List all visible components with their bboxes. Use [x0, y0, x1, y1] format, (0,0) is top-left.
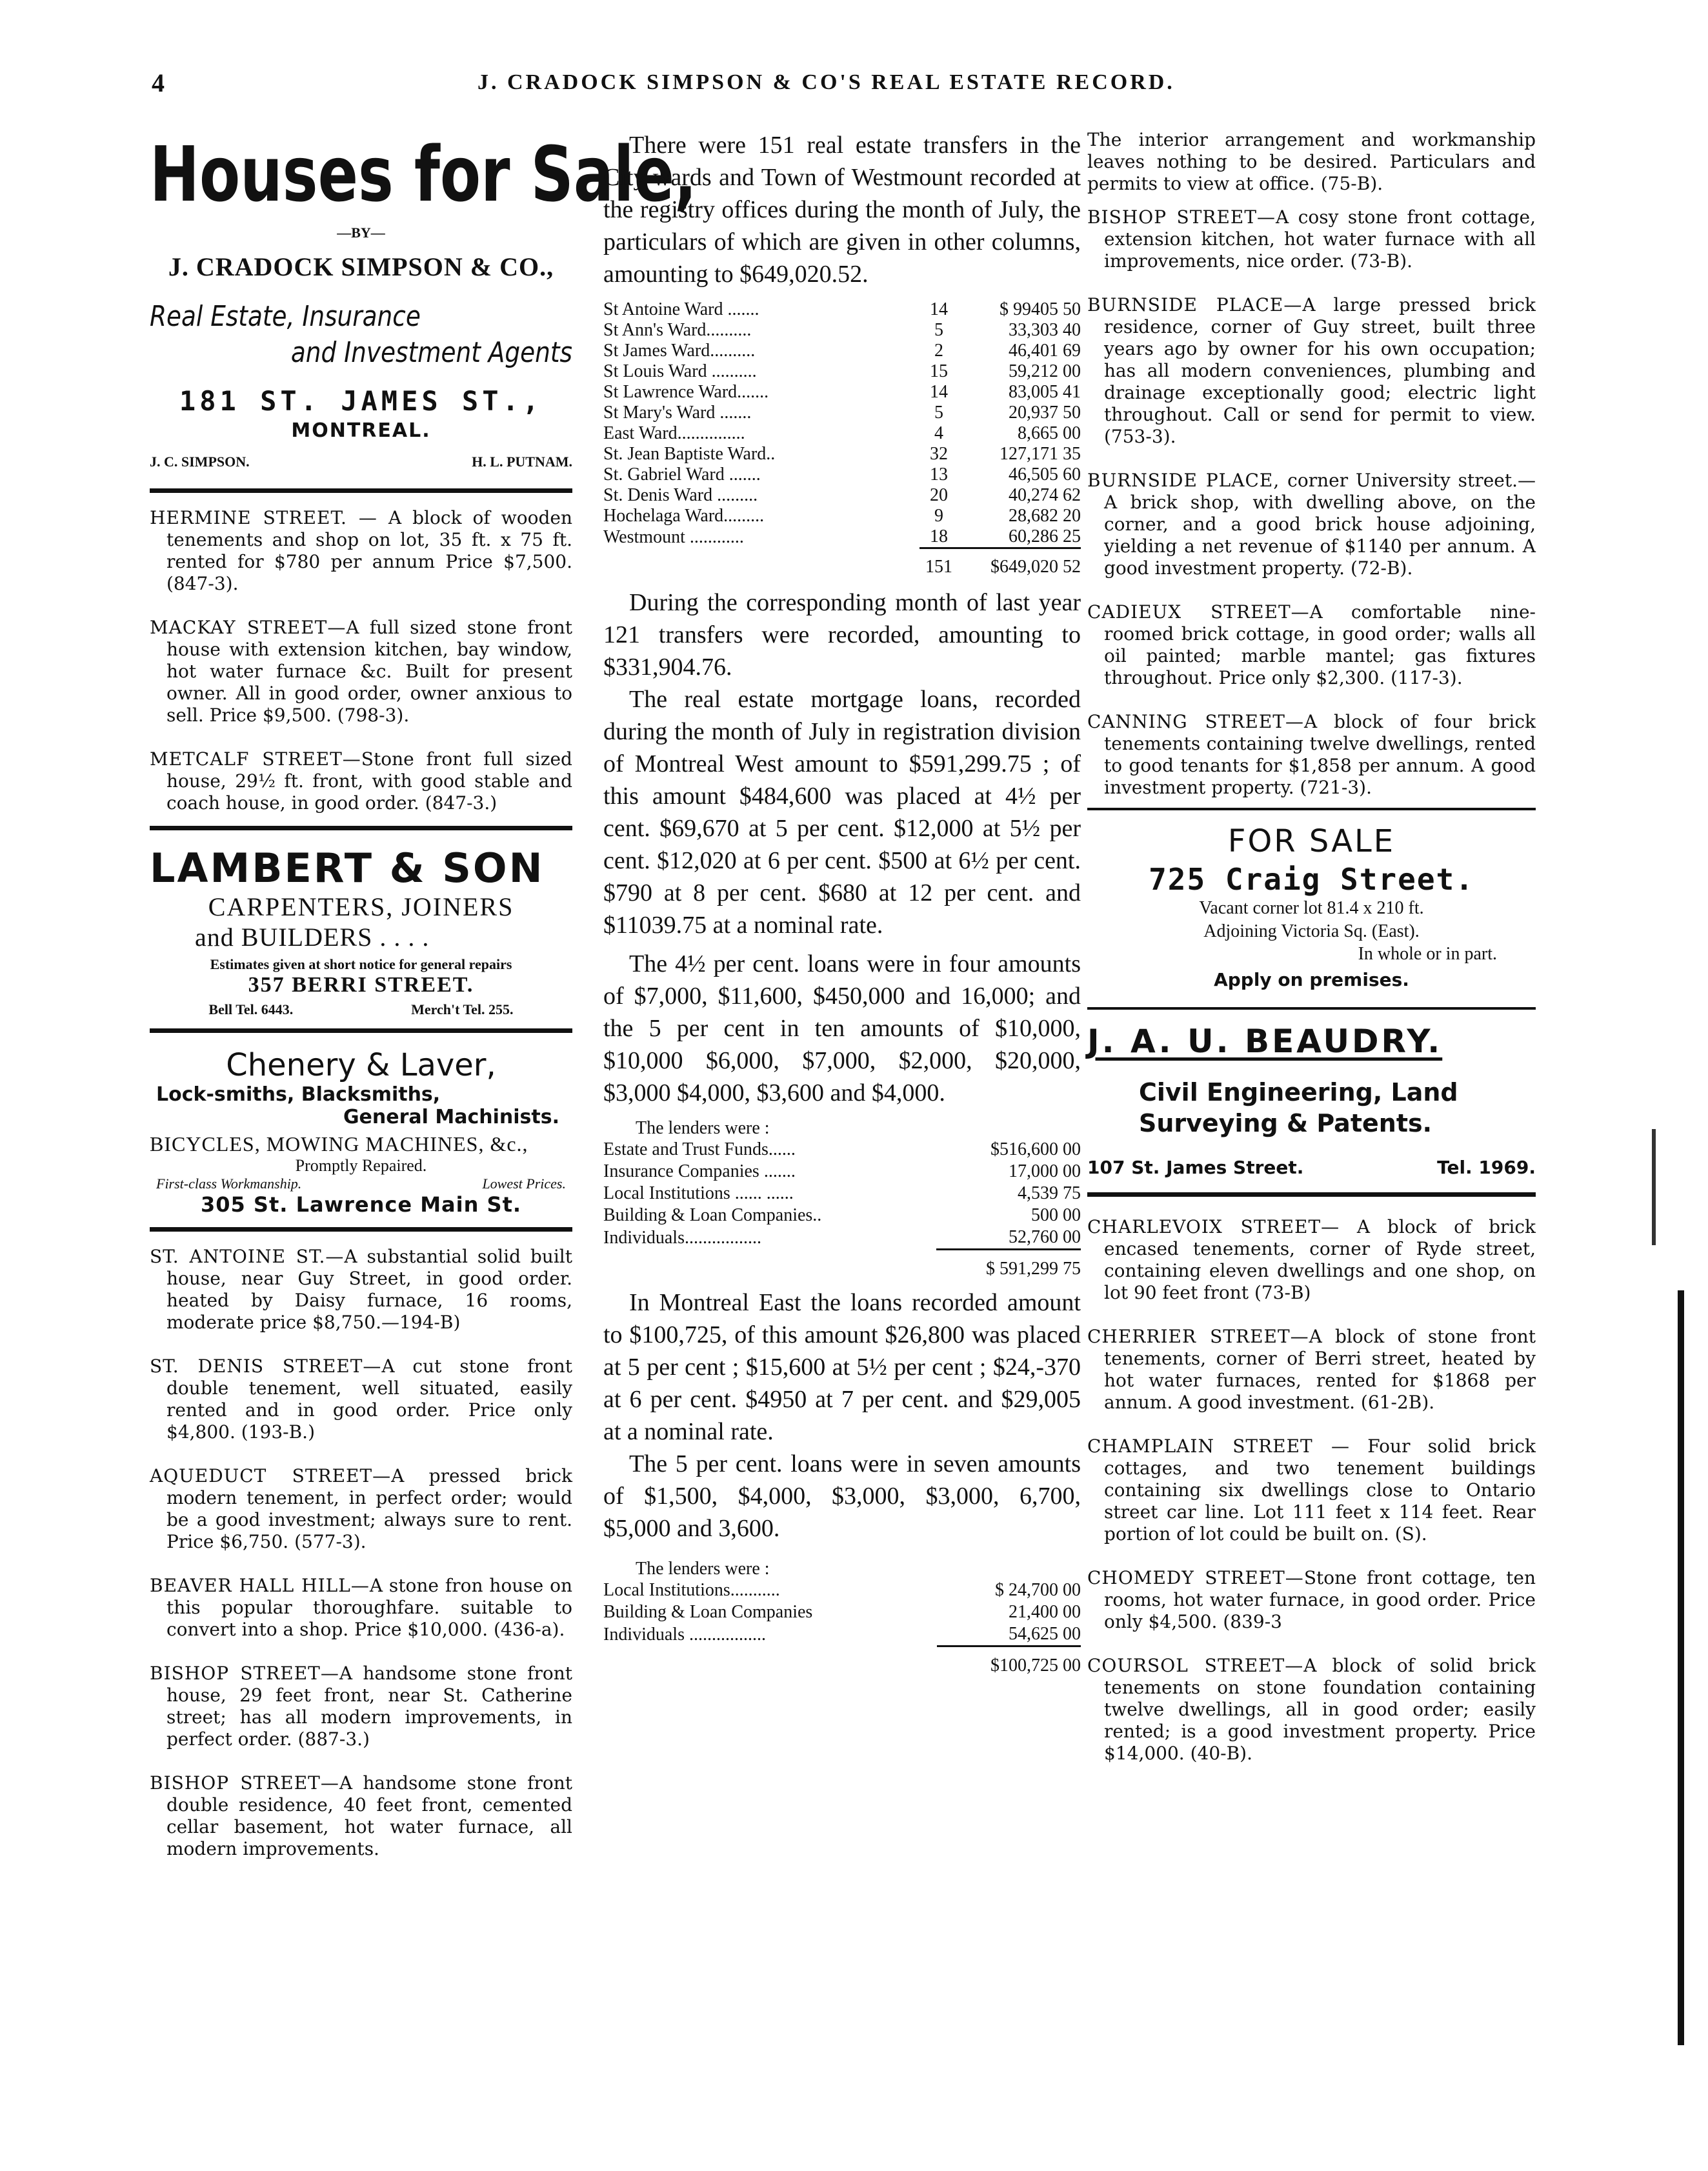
listing-street: CANNING STREET—: [1087, 711, 1304, 732]
lender-amount: $516,600 00: [990, 1139, 1081, 1159]
mortgage-loans-paragraph: The real estate mortgage loans, recorded during the month of July in registration division of Montreal West amount to $591,299.75 ; of this amount $484,600 was placed at 4½ per cent. $69,670 at 5 per cent. $12,000 at 5½ per cent. $12,020 at 6 per cent. $500 at 6½ per cent. $790 at 8 per cent. $680 at 12 per cent. and $11039.75 at a nominal rate.: [603, 686, 1081, 939]
listing-body: A large pressed brick residence, corner of Guy street, built three years ago by owner for his own occupation; has all modern conveniences, plumbing and drainage exceptionally good; electric light throughout. Call or send for permit to view. (753-3).: [1104, 294, 1536, 447]
scan-edge-mark: [1652, 1129, 1656, 1245]
listing-street: AQUEDUCT STREET—: [150, 1465, 392, 1486]
listing: [150, 617, 572, 726]
divider: [1087, 808, 1536, 810]
beaudry-title: J. A. U. BEAUDRY.: [1087, 1023, 1443, 1060]
listing: [150, 507, 572, 595]
listing-body: A block of stone front tenements, corner of Berri street, heated by hot water furnaces, rented for $1868 per annum. A good investment. (61-2B).: [1104, 1326, 1536, 1413]
listing-body: Four solid brick cottages, and two tenement buildings containing six dwellings close to Ontario street car line. Lot 111 feet x 114 feet. Rear portion of lot could be built on. (S).: [1104, 1436, 1536, 1545]
chenery-title: Chenery & Laver,: [226, 1047, 496, 1083]
ward-name: St. Denis Ward .........: [603, 485, 758, 505]
table-row: [603, 444, 1081, 465]
table-row: [603, 361, 1081, 382]
listing: [1087, 1436, 1536, 1545]
listing-body: A comfortable nine-roomed brick cottage, in good order; walls all oil painted; marble mantel; gas fixtures throughout. Price only $2,300. (117-3).: [1104, 601, 1536, 688]
listing-body: A pressed brick modern tenement, in perfect order; would be a good investment; always sure to rent. Price $6,750. (577-3).: [166, 1465, 572, 1552]
lender-amount: 21,400 00: [1009, 1602, 1081, 1622]
merchants-tel: Merch't Tel. 255.: [411, 1001, 514, 1017]
ward-count: 14: [930, 299, 948, 319]
listing-street: MACKAY STREET—: [150, 617, 347, 638]
lenders-heading: The lenders were :: [636, 1559, 770, 1579]
listing: [150, 748, 572, 814]
ward-count: 15: [930, 361, 948, 381]
listing: [1087, 1567, 1536, 1633]
chenery-trades-1: Lock-smiths, Blacksmiths,: [156, 1083, 441, 1106]
ward-amount: 20,937 50: [1009, 403, 1081, 423]
listing-street: ST. DENIS STREET—: [150, 1356, 382, 1377]
ward-name: St Lawrence Ward.......: [603, 382, 769, 402]
listing-street: HERMINE STREET. —: [150, 507, 377, 528]
chenery-trades-2: General Machinists.: [343, 1106, 559, 1128]
five-percent-paragraph: The 5 per cent. loans were in seven amounts of $1,500, $4,000, $3,000, $3,000, 6,700, $5,000 and 3,600.: [603, 1450, 1081, 1542]
lambert-telephones: [150, 1001, 572, 1018]
listing-body: A block of wooden tenements and shop on lot, 35 ft. x 75 ft. rented for $780 per annum Price $7,500.(847-3).: [166, 507, 572, 594]
listing: [1087, 206, 1536, 272]
column-right: [1087, 129, 1536, 1786]
listing-street: CADIEUX STREET—: [1087, 601, 1310, 623]
for-sale-address: 725 Craig Street.: [1149, 862, 1474, 897]
divider: [1087, 1192, 1536, 1197]
listing-street: METCALF STREET—: [150, 748, 361, 770]
partner-names: [150, 454, 572, 470]
listing-body: A block of brick encased tenements, corner of Ryde street, containing eleven dwellings and one shop, on lot 90 feet front (73-B): [1104, 1216, 1536, 1303]
chenery-bicycles: BICYCLES, MOWING MACHINES, &c.,: [150, 1132, 528, 1156]
lenders-table-west: [603, 1139, 1081, 1280]
lender-amount: 52,760 00: [1009, 1227, 1081, 1247]
table-total-row: [603, 1646, 1081, 1677]
listing-street: ST. ANTOINE ST.—: [150, 1246, 345, 1267]
ward-amount: 8,665 00: [1018, 423, 1081, 443]
for-sale-ad: [1087, 823, 1536, 990]
ward-name: St Antoine Ward .......: [603, 299, 759, 319]
lambert-address: 357 BERRI STREET.: [248, 973, 474, 997]
lambert-title: LAMBERT & SON: [150, 845, 545, 892]
lenders-heading: The lenders were :: [636, 1118, 770, 1138]
ward-amount: 46,401 69: [1009, 341, 1081, 361]
lender-name: Building & Loan Companies..: [603, 1205, 822, 1225]
ward-amount: 46,505 60: [1009, 465, 1081, 485]
chenery-workmanship: First-class Workmanship.: [156, 1176, 302, 1192]
lambert-ad: [150, 845, 572, 1018]
ward-name: St Mary's Ward .......: [603, 403, 752, 423]
beaudry-tel: Tel. 1969.: [1437, 1157, 1536, 1178]
divider: [150, 1227, 572, 1232]
divider: [150, 1028, 572, 1033]
firm-city: MONTREAL.: [291, 419, 431, 442]
beaudry-contact: [1087, 1157, 1536, 1178]
ward-count: 32: [930, 444, 948, 464]
ward-count: 5: [934, 403, 943, 423]
table-row: [603, 1226, 1081, 1250]
listing-body: A cut stone front double tenement, well situated, easily rented and in good order. Price only $4,800. (193-B.): [166, 1356, 572, 1443]
listing-body: A substantial solid built house, near Guy Street, in good order. heated by Daisy furnace, 16 rooms, moderate price $8,750.—194-B): [166, 1246, 572, 1333]
listing-body: A stone fron house on this popular thoroughfare. suitable to convert into a shop. Price $10,000. (436-a).: [166, 1575, 572, 1640]
listing-body: A cosy stone front cottage, extension kitchen, hot water furnace with all improvements, nice order. (73-B).: [1104, 206, 1536, 272]
table-row: [603, 1579, 1081, 1601]
lender-name: Local Institutions ...... ......: [603, 1183, 794, 1203]
table-row: [603, 1623, 1081, 1646]
ward-amount: 40,274 62: [1009, 485, 1081, 505]
ward-name: East Ward...............: [603, 423, 745, 443]
listing: [1087, 1216, 1536, 1304]
ward-name: St. Jean Baptiste Ward..: [603, 444, 776, 464]
lender-name: Local Institutions...........: [603, 1580, 780, 1600]
table-row: [603, 1161, 1081, 1183]
listing-body: A handsome stone front double residence, 40 feet front, cemented cellar basement, hot water furnace, all modern improvements.: [166, 1772, 572, 1859]
listing-body: Stone front full sized house, 29½ ft. front, with good stable and coach house, in good order. (847-3.): [166, 748, 572, 814]
chenery-ad: [150, 1047, 572, 1217]
listing-street: CHARLEVOIX STREET—: [1087, 1216, 1340, 1237]
table-row: [603, 485, 1081, 506]
column-middle: [603, 129, 1081, 1677]
agents-line-2: and Investment Agents: [290, 336, 572, 369]
lambert-builders: and BUILDERS . . . .: [195, 923, 430, 952]
divider: [150, 488, 572, 493]
ward-transfers-table: [603, 299, 1081, 577]
lender-amount: 17,000 00: [1009, 1161, 1081, 1181]
ward-total-count: 151: [919, 548, 958, 578]
listing-street: CHOMEDY STREET—: [1087, 1567, 1304, 1588]
divider: [1087, 1007, 1536, 1010]
table-row: [603, 423, 1081, 444]
firm-address: 181 ST. JAMES ST.,: [179, 385, 543, 417]
table-total-row: [603, 1250, 1081, 1281]
table-row: [603, 382, 1081, 403]
listing-body: A handsome stone front house, 29 feet front, near St. Catherine street; has all modern improvements, in perfect order. (887-3.): [166, 1663, 572, 1750]
listing-street: BISHOP STREET—: [1087, 206, 1276, 228]
houses-for-sale-title: Houses for Sale,: [150, 130, 697, 219]
lender-name: Estate and Trust Funds......: [603, 1139, 796, 1159]
ward-amount: 60,286 25: [1009, 526, 1081, 546]
transfers-paragraph: There were 151 real estate transfers in the City wards and Town of Westmount recorded at the registry offices during the month of July, the particulars of which are given in other columns, amounting to $649,020.52.: [603, 132, 1081, 288]
divider: [150, 826, 572, 830]
by-line: —BY—: [337, 225, 385, 241]
ward-count: 14: [930, 382, 948, 402]
page-header: [152, 68, 1558, 106]
listing-body: A block of four brick tenements containing twelve dwellings, rented to good tenants for $1,858 per annum. A good investment property. (721-3).: [1104, 711, 1536, 798]
listing-street: CHERRIER STREET—: [1087, 1326, 1309, 1347]
listing-body: Stone front cottage, ten rooms, hot water furnace, in good order. Price only $4,500. (839-3: [1104, 1567, 1536, 1632]
listing: [1087, 1655, 1536, 1765]
listing: [1087, 711, 1536, 799]
partner-right: H. L. PUTNAM.: [472, 454, 572, 470]
listing-street: BEAVER HALL HILL—: [150, 1575, 370, 1596]
listing-body: corner University street.—A brick shop, with dwelling above, on the corner, and a good brick house adjoining, yielding a net revenue of $1140 per annum. A good investment property. (72-B).: [1104, 470, 1536, 579]
scan-edge-mark: [1678, 1290, 1684, 2045]
listing: [150, 1663, 572, 1750]
lender-amount: 54,625 00: [1009, 1624, 1081, 1644]
beaudry-ad: [1087, 1023, 1536, 1178]
listing: [1087, 294, 1536, 448]
lenders-total: $100,725 00: [937, 1646, 1081, 1677]
bell-tel: Bell Tel. 6443.: [208, 1001, 294, 1017]
table-row: [603, 465, 1081, 485]
ward-total-amount: $649,020 52: [958, 548, 1081, 578]
beaudry-services-2: Surveying & Patents.: [1139, 1109, 1432, 1137]
lenders-table-east: [603, 1579, 1081, 1677]
ward-amount: 127,171 35: [1000, 444, 1081, 464]
ward-name: St James Ward..........: [603, 341, 756, 361]
listing: [150, 1772, 572, 1860]
table-row: [603, 403, 1081, 423]
listing-street: CHAMPLAIN STREET —: [1087, 1436, 1350, 1457]
lambert-trades: CARPENTERS, JOINERS: [208, 892, 514, 921]
lender-amount: 4,539 75: [1018, 1183, 1081, 1203]
table-row: [603, 526, 1081, 548]
ward-name: Hochelaga Ward.........: [603, 506, 765, 526]
ward-amount: 59,212 00: [1009, 361, 1081, 381]
listing: [150, 1465, 572, 1553]
ward-amount: 83,005 41: [1009, 382, 1081, 402]
ward-name: St. Gabriel Ward .......: [603, 465, 761, 485]
partner-left: J. C. SIMPSON.: [150, 454, 250, 470]
for-sale-title: FOR SALE: [1227, 823, 1396, 859]
table-row: [603, 320, 1081, 341]
table-row: [603, 299, 1081, 320]
lender-amount: 500 00: [1031, 1205, 1081, 1225]
listing: [1087, 470, 1536, 579]
ward-count: 4: [934, 423, 943, 443]
table-row: [603, 1183, 1081, 1205]
listing-street: COURSOL STREET—: [1087, 1655, 1304, 1676]
for-sale-apply: Apply on premises.: [1214, 969, 1409, 990]
listing: [150, 1575, 572, 1641]
ward-count: 2: [934, 341, 943, 361]
table-row: [603, 1601, 1081, 1623]
for-sale-adjoining: Adjoining Victoria Sq. (East).: [1203, 921, 1420, 941]
listing-street: BURNSIDE PLACE,: [1087, 470, 1280, 491]
table-total-row: [603, 548, 1081, 578]
table-row: [603, 1139, 1081, 1161]
listing: [1087, 601, 1536, 689]
ward-count: 13: [930, 465, 948, 485]
listing-street: BISHOP STREET—: [150, 1772, 339, 1794]
table-row: [603, 341, 1081, 361]
agents-line-1: Real Estate, Insurance: [150, 300, 421, 333]
ward-amount: 28,682 20: [1009, 506, 1081, 526]
listing-body: The interior arrangement and workmanship leaves nothing to be desired. Particulars and permits to view at office. (75-B).: [1087, 129, 1536, 194]
listing: [150, 1246, 572, 1334]
lender-name: Building & Loan Companies: [603, 1602, 813, 1622]
listing-street: BURNSIDE PLACE—: [1087, 294, 1303, 315]
ward-amount: 33,303 40: [1009, 320, 1081, 340]
lender-name: Individuals .................: [603, 1624, 766, 1645]
lender-name: Insurance Companies .......: [603, 1161, 796, 1181]
chenery-address: 305 St. Lawrence Main St.: [200, 1192, 522, 1217]
for-sale-terms: In whole or in part.: [1358, 944, 1497, 964]
firm-name: J. CRADOCK SIMPSON & CO.,: [168, 252, 554, 281]
listing-body: A full sized stone front house with extension kitchen, bay window, hot water furnace &c. Built for present owner. All in good order, owner anxious to sell. Price $9,500. (798-3).: [166, 617, 573, 726]
running-head: J. CRADOCK SIMPSON & CO'S REAL ESTATE RECORD.: [477, 70, 1175, 94]
lenders-total: $ 591,299 75: [936, 1250, 1081, 1281]
ward-count: 20: [930, 485, 948, 505]
listing: [1087, 1326, 1536, 1414]
loan-amounts-paragraph: The 4½ per cent. loans were in four amounts of $7,000, $11,600, $450,000 and 16,000; and the 5 per cent in ten amounts of $10,000, $10,000 $6,000, $7,000, $2,000, $20,000, $3,000 $4,000, $3,600 and $4,000.: [603, 950, 1081, 1106]
listing-street: BISHOP STREET—: [150, 1663, 339, 1684]
ward-name: Westmount ............: [603, 526, 744, 547]
ward-name: St Ann's Ward..........: [603, 320, 752, 340]
ward-count: 9: [934, 506, 943, 526]
ward-count: 18: [930, 526, 948, 546]
table-row: [603, 1205, 1081, 1226]
lender-amount: $ 24,700 00: [995, 1580, 1081, 1600]
page-number: 4: [152, 68, 165, 97]
beaudry-services-1: Civil Engineering, Land: [1139, 1078, 1458, 1106]
last-year-paragraph: During the corresponding month of last year 121 transfers were recorded, amounting to $331,904.76.: [603, 589, 1081, 681]
lender-name: Individuals.................: [603, 1227, 761, 1248]
ward-name: St Louis Ward ..........: [603, 361, 757, 381]
chenery-repaired: Promptly Repaired.: [295, 1156, 427, 1175]
for-sale-lot: Vacant corner lot 81.4 x 210 ft.: [1199, 898, 1424, 918]
listing-continued: [1087, 129, 1536, 195]
listing: [150, 1356, 572, 1443]
chenery-taglines: [150, 1176, 572, 1192]
beaudry-address: 107 St. James Street.: [1087, 1157, 1304, 1178]
montreal-east-paragraph: In Montreal East the loans recorded amount to $100,725, of this amount $26,800 was placed at 5 per cent ; $15,600 at 5½ per cent ; $24,-370 at 6 per cent. $4950 at 7 per cent. and $29,005 at a nominal rate.: [603, 1289, 1081, 1445]
listing-body: A block of solid brick tenements on stone foundation containing twelve dwellings, all in good order; easily rented; is a good investment property. Price $14,000. (40-B).: [1104, 1655, 1536, 1764]
ward-amount: $ 99405 50: [1000, 299, 1081, 319]
table-row: [603, 506, 1081, 526]
lambert-estimates: Estimates given at short notice for general repairs: [210, 956, 512, 972]
ward-count: 5: [934, 320, 943, 340]
chenery-prices: Lowest Prices.: [482, 1176, 566, 1192]
